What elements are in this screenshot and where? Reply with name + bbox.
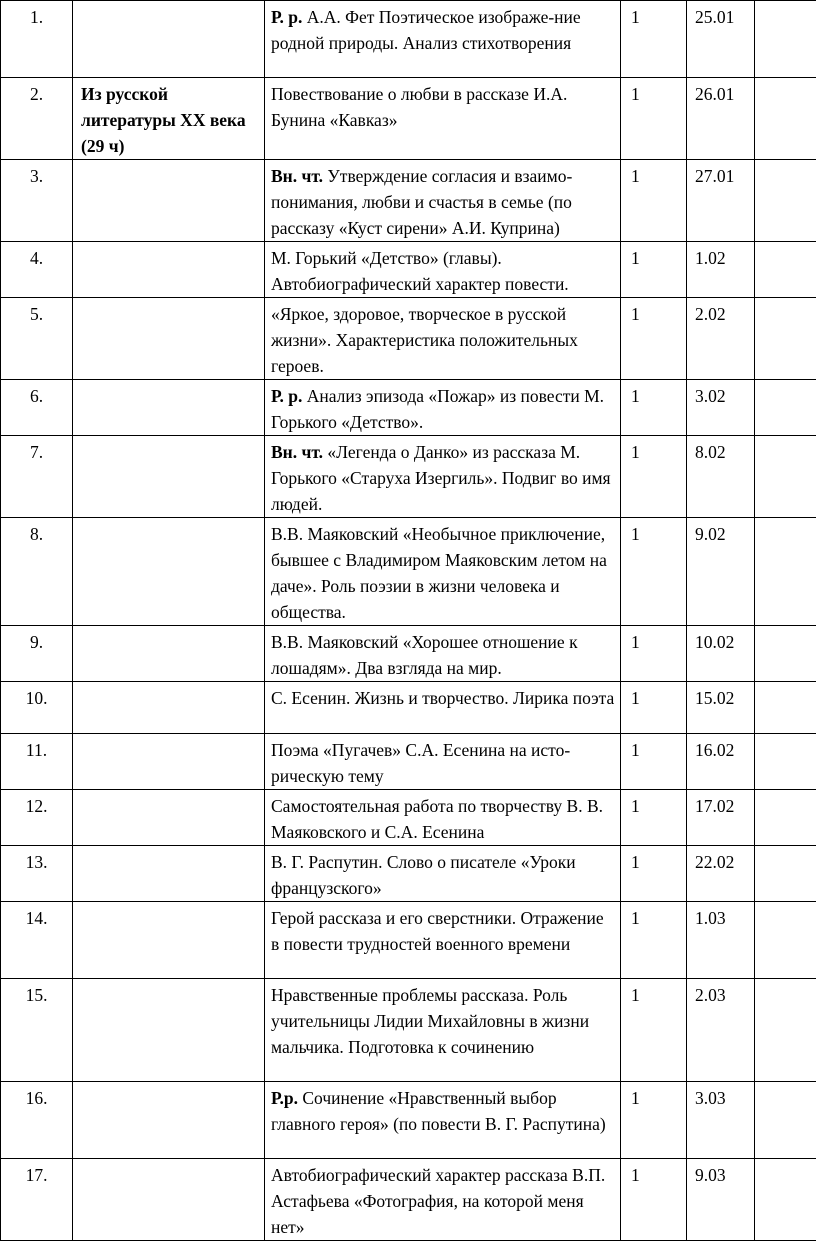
lesson-date: 9.02 [687,518,755,626]
lesson-topic [265,734,621,790]
empty-cell [755,78,816,160]
lesson-date: 10.02 [687,626,755,682]
lesson-hours: 1 [621,846,687,902]
lesson-hours: 1 [621,1,687,78]
lesson-number: 8. [1,518,73,626]
empty-cell [755,682,816,734]
lesson-hours: 1 [621,902,687,979]
empty-cell [755,380,816,436]
section-title [73,160,265,242]
lesson-hours: 1 [621,518,687,626]
section-title [73,734,265,790]
empty-cell [755,1082,816,1159]
table-row [1,979,816,1082]
lesson-date: 3.03 [687,1082,755,1159]
lesson-topic [265,979,621,1082]
lesson-topic-text: Герой рассказа и его сверстники. Отражение в повести трудностей военного времени [271,908,604,954]
table-row [1,160,816,242]
lesson-date: 9.03 [687,1159,755,1241]
lesson-date: 26.01 [687,78,755,160]
lesson-date: 16.02 [687,734,755,790]
lesson-topic [265,1159,621,1241]
lesson-number: 10. [1,682,73,734]
table-row [1,902,816,979]
lesson-date: 2.03 [687,979,755,1082]
table-row [1,518,816,626]
lesson-topic [265,298,621,380]
lesson-date: 27.01 [687,160,755,242]
lesson-topic [265,380,621,436]
lesson-date: 1.03 [687,902,755,979]
table-row [1,734,816,790]
section-title [73,436,265,518]
lesson-topic [265,78,621,160]
section-title: Из русской литературы XX века (29 ч) [73,78,265,160]
empty-cell [755,979,816,1082]
lesson-topic [265,242,621,298]
empty-cell [755,160,816,242]
table-body [1,1,816,1241]
section-title [73,380,265,436]
lesson-topic-text: Самостоятельная работа по творчеству В. В. Маяковского и С.А. Есенина [271,796,603,842]
lesson-number: 3. [1,160,73,242]
lesson-number: 4. [1,242,73,298]
empty-cell [755,790,816,846]
empty-cell [755,626,816,682]
lesson-topic-text: М. Горький «Детство» (главы). Автобиографический характер повести. [271,248,569,294]
lesson-type-prefix: Р.р. [271,1088,298,1108]
section-title [73,518,265,626]
lesson-topic-text: С. Есенин. Жизнь и творчество. Лирика поэта [271,688,614,708]
lesson-topic [265,682,621,734]
lesson-topic-text: Анализ эпизода «Пожар» из повести М. Горького «Детство». [271,386,604,432]
lesson-topic [265,902,621,979]
section-title [73,242,265,298]
table-row [1,1082,816,1159]
lesson-number: 6. [1,380,73,436]
lesson-type-prefix: Вн. чт. [271,442,323,462]
lesson-topic [265,1082,621,1159]
lesson-number: 5. [1,298,73,380]
table-row [1,78,816,160]
lesson-topic [265,790,621,846]
lesson-number: 2. [1,78,73,160]
lesson-topic-text: В.В. Маяковский «Необычное приключение, бывшее с Владимиром Маяковским летом на даче». Роль поэзии в жизни человека и общества. [271,524,607,622]
lesson-topic-text: В.В. Маяковский «Хорошее отношение к лошадям». Два взгляда на мир. [271,632,578,678]
lesson-number: 17. [1,1159,73,1241]
lesson-number: 1. [1,1,73,78]
section-title [73,979,265,1082]
table-row [1,846,816,902]
section-title [73,298,265,380]
section-title [73,682,265,734]
lesson-topic-text: Нравственные проблемы рассказа. Роль учительницы Лидии Михайловны в жизни мальчика. Подготовка к сочинению [271,985,589,1057]
empty-cell [755,1159,816,1241]
section-title [73,1159,265,1241]
lesson-topic [265,1,621,78]
lesson-topic-text: Утверждение согласия и взаимо-понимания, любви и счастья в семье (по рассказу «Куст сирени» А.И. Куприна) [271,166,572,238]
lesson-hours: 1 [621,436,687,518]
lesson-topic [265,160,621,242]
lesson-number: 14. [1,902,73,979]
empty-cell [755,436,816,518]
lesson-date: 1.02 [687,242,755,298]
table-row [1,380,816,436]
lesson-hours: 1 [621,682,687,734]
lesson-topic-text: «Легенда о Данко» из рассказа М. Горького «Старуха Изергиль». Подвиг во имя людей. [271,442,611,514]
section-title [73,1,265,78]
lesson-type-prefix: Р. р. [271,386,302,406]
lesson-hours: 1 [621,790,687,846]
lesson-hours: 1 [621,1082,687,1159]
lesson-hours: 1 [621,1159,687,1241]
lesson-date: 8.02 [687,436,755,518]
section-title [73,902,265,979]
table-row [1,436,816,518]
lesson-topic [265,626,621,682]
lesson-topic-text: А.А. Фет Поэтическое изображе-ние родной природы. Анализ стихотворения [271,7,581,53]
empty-cell [755,298,816,380]
lesson-topic-text: Автобиографический характер рассказа В.П. Астафьева «Фотография, на которой меня нет» [271,1165,605,1237]
section-title [73,790,265,846]
table-row [1,790,816,846]
lesson-hours: 1 [621,626,687,682]
empty-cell [755,518,816,626]
empty-cell [755,846,816,902]
lesson-date: 22.02 [687,846,755,902]
lesson-topic-text: Повествование о любви в рассказе И.А. Бунина «Кавказ» [271,84,567,130]
lesson-topic [265,436,621,518]
lesson-date: 17.02 [687,790,755,846]
lesson-topic-text: «Яркое, здоровое, творческое в русской жизни». Характеристика положительных героев. [271,304,578,376]
section-title [73,846,265,902]
lesson-topic [265,518,621,626]
lesson-date: 2.02 [687,298,755,380]
empty-cell [755,902,816,979]
lesson-hours: 1 [621,979,687,1082]
empty-cell [755,734,816,790]
lesson-number: 15. [1,979,73,1082]
lesson-number: 11. [1,734,73,790]
empty-cell [755,1,816,78]
lesson-number: 13. [1,846,73,902]
section-title [73,1082,265,1159]
lesson-hours: 1 [621,78,687,160]
lesson-topic-text: Поэма «Пугачев» С.А. Есенина на исто-рическую тему [271,740,570,786]
empty-cell [755,242,816,298]
table-row [1,242,816,298]
lesson-type-prefix: Р. р. [271,7,302,27]
lesson-hours: 1 [621,734,687,790]
lesson-date: 15.02 [687,682,755,734]
lesson-date: 3.02 [687,380,755,436]
lesson-hours: 1 [621,298,687,380]
lesson-hours: 1 [621,380,687,436]
lesson-number: 16. [1,1082,73,1159]
lesson-number: 9. [1,626,73,682]
lesson-hours: 1 [621,160,687,242]
table-row [1,298,816,380]
lesson-hours: 1 [621,242,687,298]
lesson-number: 12. [1,790,73,846]
table-row [1,682,816,734]
table-row [1,1159,816,1241]
lesson-topic [265,846,621,902]
lesson-topic-text: Сочинение «Нравственный выбор главного героя» (по повести В. Г. Распутина) [271,1088,606,1134]
lesson-type-prefix: Вн. чт. [271,166,323,186]
lesson-number: 7. [1,436,73,518]
table-row [1,1,816,78]
lesson-date: 25.01 [687,1,755,78]
section-title [73,626,265,682]
lesson-topic-text: В. Г. Распутин. Слово о писателе «Уроки французского» [271,852,576,898]
table-row [1,626,816,682]
